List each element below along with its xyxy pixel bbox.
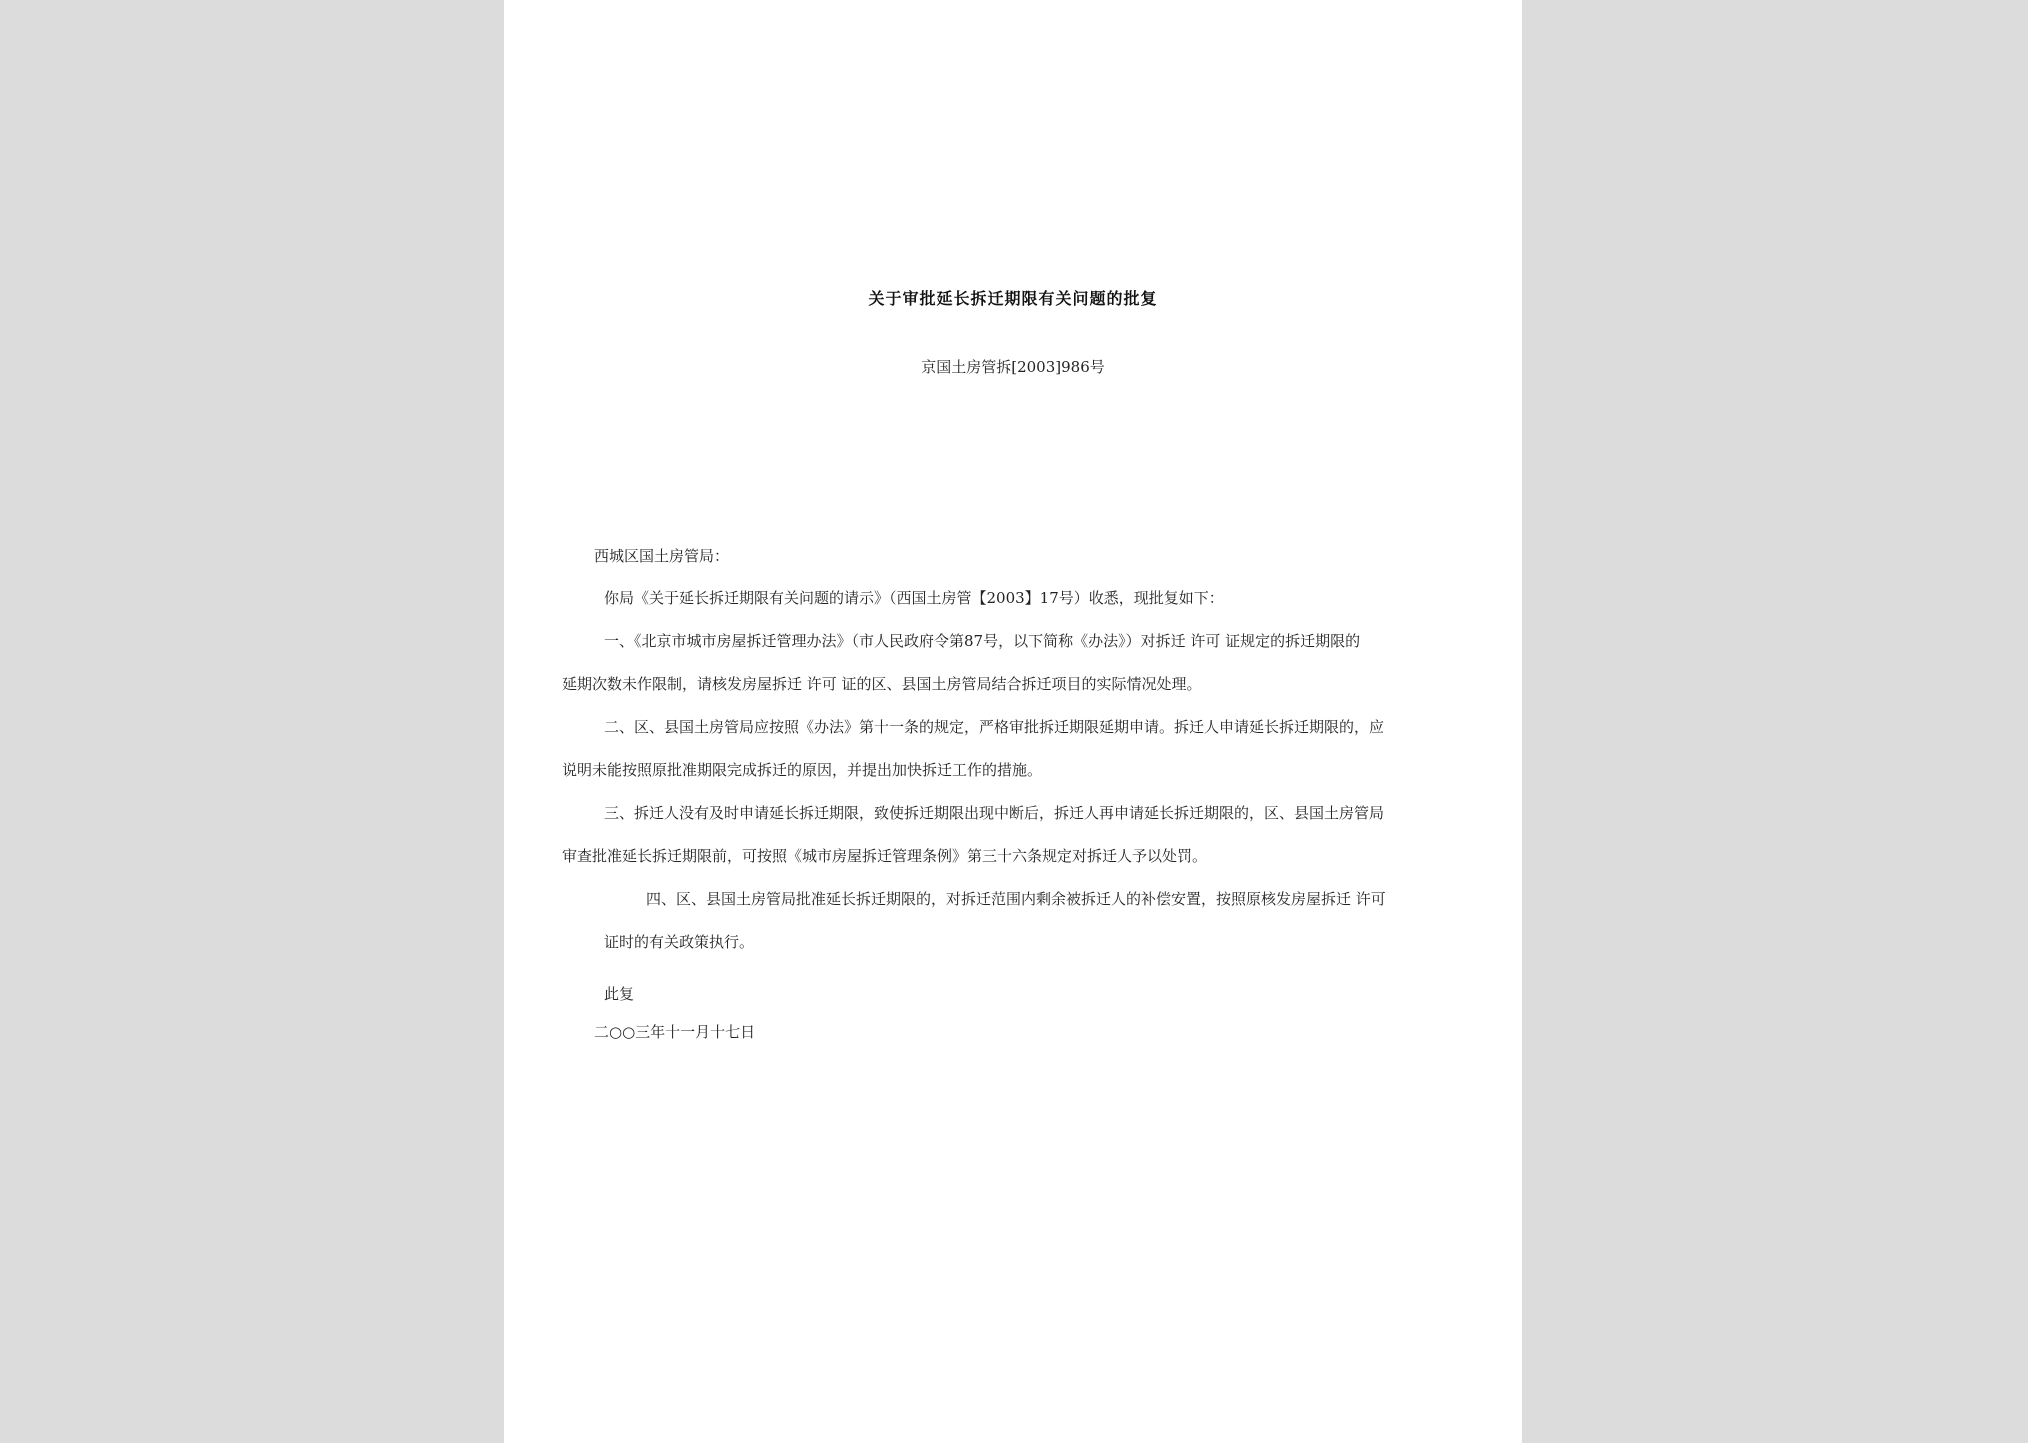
item-2-line-2: 说明未能按照原批准期限完成拆迁的原因，并提出加快拆迁工作的措施。	[562, 761, 1043, 779]
addressee: 西城区国土房管局：	[594, 547, 730, 565]
item-4-line-1: 四、区、县国土房管局批准延长拆迁期限的，对拆迁范围内剩余被拆迁人的补偿安置，按照原核发房屋拆迁 许可	[646, 890, 1386, 908]
document-page	[504, 0, 1522, 1443]
document-date: 二○○三年十一月十七日	[594, 1023, 756, 1041]
intro-paragraph: 你局《关于延长拆迁期限有关问题的请示》（西国土房管【2003】17号）收悉，现批复如下：	[604, 589, 1224, 607]
item-1-line-1: 一、《北京市城市房屋拆迁管理办法》（市人民政府令第87号，以下简称《办法》）对拆迁 许可 证规定的拆迁期限的	[604, 632, 1361, 650]
document-number: 京国土房管拆[2003]986号	[921, 358, 1105, 376]
item-4-line-2: 证时的有关政策执行。	[604, 933, 755, 951]
item-1-line-2: 延期次数未作限制，请核发房屋拆迁 许可 证的区、县国土房管局结合拆迁项目的实际情况处理。	[562, 675, 1202, 693]
item-3-line-2: 审查批准延长拆迁期限前，可按照《城市房屋拆迁管理条例》第三十六条规定对拆迁人予以处罚。	[562, 847, 1208, 865]
item-3-line-1: 三、拆迁人没有及时申请延长拆迁期限，致使拆迁期限出现中断后，拆迁人再申请延长拆迁期限的，区、县国土房管局	[604, 804, 1385, 822]
item-2-line-1: 二、区、县国土房管局应按照《办法》第十一条的规定，严格审批拆迁期限延期申请。拆迁人申请延长拆迁期限的，应	[604, 718, 1385, 736]
closing: 此复	[604, 985, 635, 1003]
document-title: 关于审批延长拆迁期限有关问题的批复	[868, 289, 1158, 308]
